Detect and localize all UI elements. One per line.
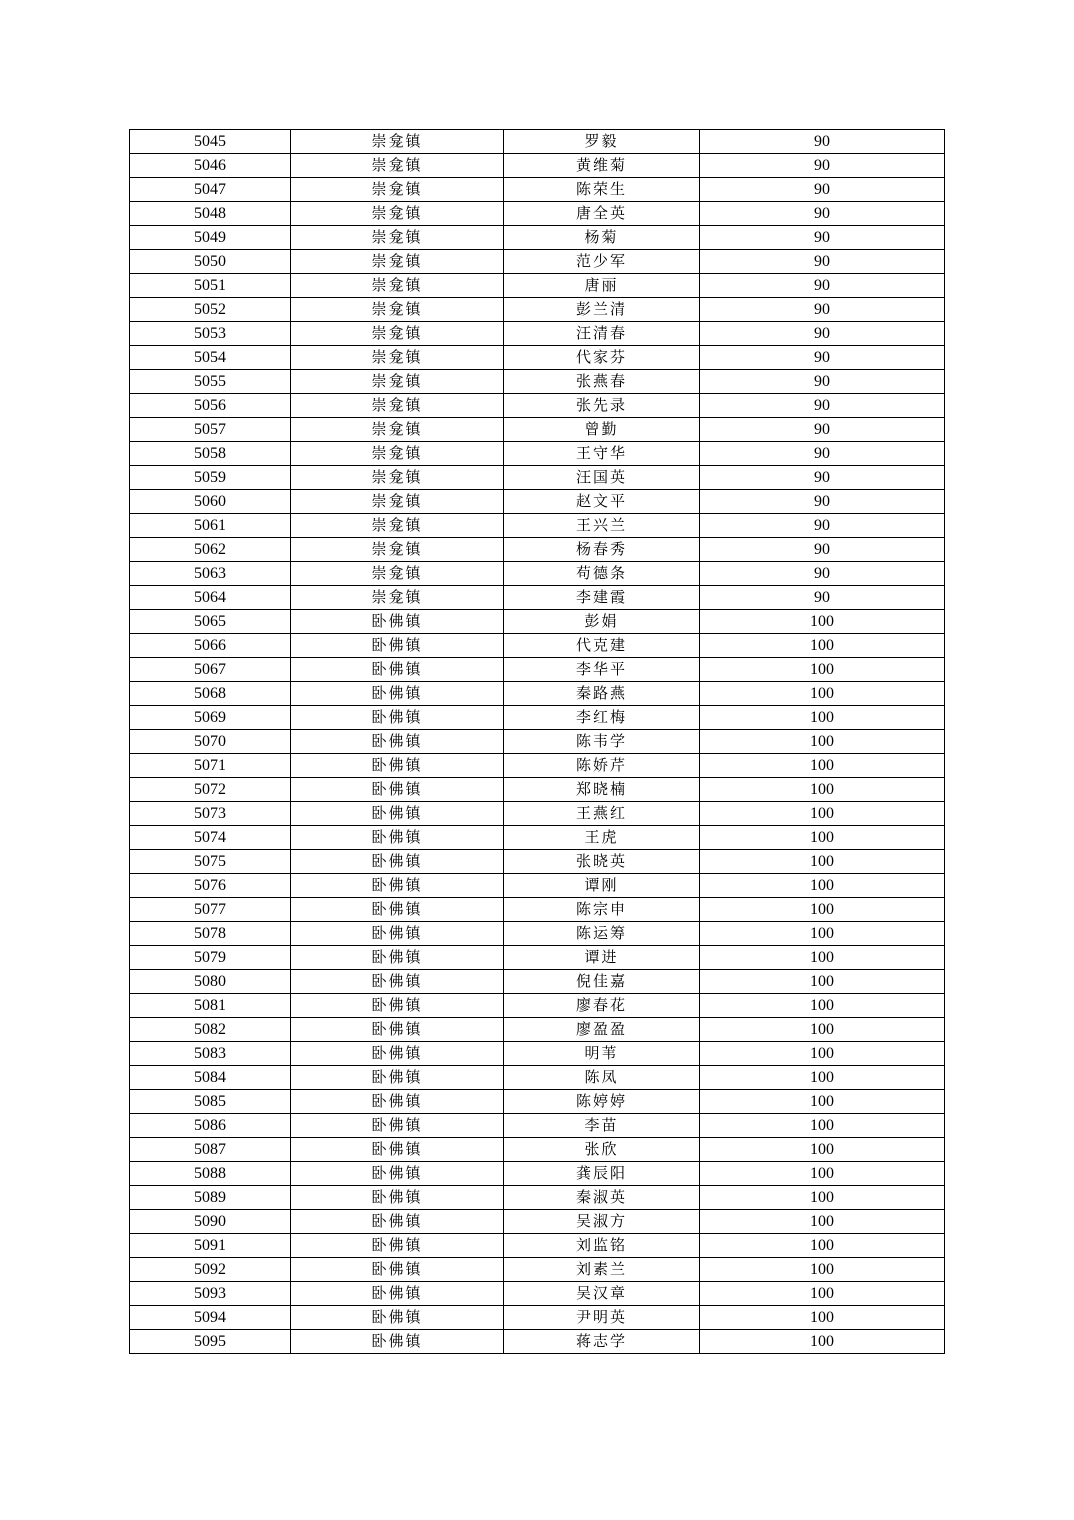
town-cell: 卧佛镇 (291, 1138, 504, 1162)
person-name-cell: 陈娇芹 (504, 754, 700, 778)
town-cell: 卧佛镇 (291, 826, 504, 850)
amount-cell: 90 (700, 250, 945, 274)
town-cell: 卧佛镇 (291, 730, 504, 754)
serial-number-cell: 5078 (130, 922, 291, 946)
serial-number-cell: 5056 (130, 394, 291, 418)
town-cell: 卧佛镇 (291, 1090, 504, 1114)
amount-cell: 90 (700, 586, 945, 610)
serial-number-cell: 5071 (130, 754, 291, 778)
town-cell: 卧佛镇 (291, 610, 504, 634)
town-cell: 卧佛镇 (291, 634, 504, 658)
table-row (130, 1258, 945, 1282)
person-name-cell: 王虎 (504, 826, 700, 850)
town-cell: 卧佛镇 (291, 1306, 504, 1330)
table-row (130, 1234, 945, 1258)
table-row (130, 562, 945, 586)
table-row (130, 586, 945, 610)
serial-number-cell: 5059 (130, 466, 291, 490)
table-row (130, 898, 945, 922)
table-row (130, 826, 945, 850)
amount-cell: 100 (700, 682, 945, 706)
table-row (130, 1042, 945, 1066)
person-name-cell: 陈宗申 (504, 898, 700, 922)
amount-cell: 100 (700, 1330, 945, 1354)
table-row (130, 1282, 945, 1306)
person-name-cell: 曾勤 (504, 418, 700, 442)
person-name-cell: 倪佳嘉 (504, 970, 700, 994)
serial-number-cell: 5062 (130, 538, 291, 562)
town-cell: 崇龛镇 (291, 322, 504, 346)
amount-cell: 90 (700, 346, 945, 370)
person-name-cell: 李华平 (504, 658, 700, 682)
amount-cell: 100 (700, 802, 945, 826)
amount-cell: 90 (700, 514, 945, 538)
amount-cell: 100 (700, 850, 945, 874)
table-row (130, 754, 945, 778)
person-name-cell: 彭娟 (504, 610, 700, 634)
table-row (130, 514, 945, 538)
serial-number-cell: 5095 (130, 1330, 291, 1354)
person-name-cell: 陈韦学 (504, 730, 700, 754)
person-name-cell: 杨菊 (504, 226, 700, 250)
table-row (130, 1186, 945, 1210)
person-name-cell: 唐全英 (504, 202, 700, 226)
amount-cell: 100 (700, 898, 945, 922)
amount-cell: 100 (700, 1042, 945, 1066)
amount-cell: 90 (700, 226, 945, 250)
person-name-cell: 赵文平 (504, 490, 700, 514)
town-cell: 崇龛镇 (291, 298, 504, 322)
serial-number-cell: 5075 (130, 850, 291, 874)
serial-number-cell: 5083 (130, 1042, 291, 1066)
serial-number-cell: 5058 (130, 442, 291, 466)
person-name-cell: 吴汉章 (504, 1282, 700, 1306)
town-cell: 卧佛镇 (291, 850, 504, 874)
person-name-cell: 苟德条 (504, 562, 700, 586)
serial-number-cell: 5052 (130, 298, 291, 322)
table-row (130, 682, 945, 706)
person-name-cell: 尹明英 (504, 1306, 700, 1330)
town-cell: 卧佛镇 (291, 1042, 504, 1066)
town-cell: 卧佛镇 (291, 898, 504, 922)
amount-cell: 90 (700, 562, 945, 586)
amount-cell: 100 (700, 970, 945, 994)
person-name-cell: 李建霞 (504, 586, 700, 610)
person-name-cell: 张先录 (504, 394, 700, 418)
person-name-cell: 张晓英 (504, 850, 700, 874)
amount-cell: 100 (700, 778, 945, 802)
person-name-cell: 范少军 (504, 250, 700, 274)
person-name-cell: 刘监铭 (504, 1234, 700, 1258)
amount-cell: 100 (700, 826, 945, 850)
amount-cell: 90 (700, 298, 945, 322)
person-name-cell: 廖盈盈 (504, 1018, 700, 1042)
person-name-cell: 谭刚 (504, 874, 700, 898)
table-row (130, 1018, 945, 1042)
person-name-cell: 王燕红 (504, 802, 700, 826)
person-name-cell: 廖春花 (504, 994, 700, 1018)
table-row (130, 658, 945, 682)
person-name-cell: 张燕春 (504, 370, 700, 394)
amount-cell: 100 (700, 754, 945, 778)
serial-number-cell: 5074 (130, 826, 291, 850)
amount-cell: 100 (700, 1282, 945, 1306)
table-row (130, 994, 945, 1018)
amount-cell: 100 (700, 1018, 945, 1042)
table-row (130, 706, 945, 730)
amount-cell: 100 (700, 874, 945, 898)
serial-number-cell: 5067 (130, 658, 291, 682)
table-row (130, 130, 945, 154)
table-row (130, 178, 945, 202)
table-row (130, 634, 945, 658)
serial-number-cell: 5093 (130, 1282, 291, 1306)
person-name-cell: 黄维菊 (504, 154, 700, 178)
person-name-cell: 郑晓楠 (504, 778, 700, 802)
amount-cell: 100 (700, 610, 945, 634)
serial-number-cell: 5081 (130, 994, 291, 1018)
table-row (130, 322, 945, 346)
town-cell: 卧佛镇 (291, 802, 504, 826)
person-name-cell: 王守华 (504, 442, 700, 466)
town-cell: 崇龛镇 (291, 514, 504, 538)
table-row (130, 538, 945, 562)
serial-number-cell: 5061 (130, 514, 291, 538)
amount-cell: 90 (700, 442, 945, 466)
serial-number-cell: 5085 (130, 1090, 291, 1114)
serial-number-cell: 5048 (130, 202, 291, 226)
serial-number-cell: 5050 (130, 250, 291, 274)
table-row (130, 298, 945, 322)
amount-cell: 100 (700, 1258, 945, 1282)
person-name-cell: 秦淑英 (504, 1186, 700, 1210)
town-cell: 卧佛镇 (291, 1162, 504, 1186)
serial-number-cell: 5047 (130, 178, 291, 202)
town-cell: 卧佛镇 (291, 1186, 504, 1210)
serial-number-cell: 5076 (130, 874, 291, 898)
table-row (130, 730, 945, 754)
person-name-cell: 王兴兰 (504, 514, 700, 538)
amount-cell: 90 (700, 202, 945, 226)
serial-number-cell: 5070 (130, 730, 291, 754)
table-row (130, 802, 945, 826)
serial-number-cell: 5049 (130, 226, 291, 250)
person-name-cell: 唐丽 (504, 274, 700, 298)
town-cell: 崇龛镇 (291, 226, 504, 250)
amount-cell: 90 (700, 322, 945, 346)
serial-number-cell: 5051 (130, 274, 291, 298)
town-cell: 卧佛镇 (291, 1330, 504, 1354)
table-row (130, 922, 945, 946)
amount-cell: 90 (700, 274, 945, 298)
roster-table (129, 129, 945, 1354)
amount-cell: 90 (700, 466, 945, 490)
amount-cell: 100 (700, 1210, 945, 1234)
amount-cell: 90 (700, 418, 945, 442)
serial-number-cell: 5087 (130, 1138, 291, 1162)
person-name-cell: 龚辰阳 (504, 1162, 700, 1186)
town-cell: 崇龛镇 (291, 370, 504, 394)
amount-cell: 100 (700, 994, 945, 1018)
amount-cell: 100 (700, 1138, 945, 1162)
town-cell: 卧佛镇 (291, 1114, 504, 1138)
serial-number-cell: 5077 (130, 898, 291, 922)
table-row (130, 874, 945, 898)
table-row (130, 442, 945, 466)
town-cell: 卧佛镇 (291, 970, 504, 994)
serial-number-cell: 5089 (130, 1186, 291, 1210)
amount-cell: 100 (700, 1066, 945, 1090)
amount-cell: 100 (700, 922, 945, 946)
amount-cell: 100 (700, 946, 945, 970)
table-row (130, 1210, 945, 1234)
person-name-cell: 李红梅 (504, 706, 700, 730)
serial-number-cell: 5090 (130, 1210, 291, 1234)
table-row (130, 946, 945, 970)
amount-cell: 90 (700, 394, 945, 418)
town-cell: 卧佛镇 (291, 946, 504, 970)
serial-number-cell: 5073 (130, 802, 291, 826)
person-name-cell: 陈荣生 (504, 178, 700, 202)
town-cell: 卧佛镇 (291, 706, 504, 730)
town-cell: 崇龛镇 (291, 394, 504, 418)
person-name-cell: 代克建 (504, 634, 700, 658)
table-row (130, 370, 945, 394)
serial-number-cell: 5086 (130, 1114, 291, 1138)
serial-number-cell: 5079 (130, 946, 291, 970)
serial-number-cell: 5057 (130, 418, 291, 442)
amount-cell: 100 (700, 706, 945, 730)
amount-cell: 90 (700, 130, 945, 154)
person-name-cell: 陈凤 (504, 1066, 700, 1090)
table-row (130, 1330, 945, 1354)
amount-cell: 90 (700, 538, 945, 562)
person-name-cell: 明苇 (504, 1042, 700, 1066)
town-cell: 卧佛镇 (291, 922, 504, 946)
serial-number-cell: 5046 (130, 154, 291, 178)
table-row (130, 202, 945, 226)
table-row (130, 1090, 945, 1114)
town-cell: 卧佛镇 (291, 874, 504, 898)
amount-cell: 100 (700, 1306, 945, 1330)
town-cell: 卧佛镇 (291, 1282, 504, 1306)
town-cell: 卧佛镇 (291, 1210, 504, 1234)
town-cell: 卧佛镇 (291, 754, 504, 778)
person-name-cell: 汪清春 (504, 322, 700, 346)
amount-cell: 90 (700, 370, 945, 394)
serial-number-cell: 5092 (130, 1258, 291, 1282)
person-name-cell: 彭兰清 (504, 298, 700, 322)
table-row (130, 418, 945, 442)
town-cell: 崇龛镇 (291, 346, 504, 370)
table-row (130, 274, 945, 298)
roster-table-body (130, 130, 945, 1354)
table-row (130, 1114, 945, 1138)
town-cell: 崇龛镇 (291, 202, 504, 226)
table-row (130, 1306, 945, 1330)
serial-number-cell: 5053 (130, 322, 291, 346)
amount-cell: 90 (700, 178, 945, 202)
amount-cell: 100 (700, 1234, 945, 1258)
amount-cell: 100 (700, 1162, 945, 1186)
town-cell: 崇龛镇 (291, 154, 504, 178)
person-name-cell: 蒋志学 (504, 1330, 700, 1354)
amount-cell: 90 (700, 154, 945, 178)
town-cell: 崇龛镇 (291, 130, 504, 154)
serial-number-cell: 5066 (130, 634, 291, 658)
amount-cell: 90 (700, 490, 945, 514)
serial-number-cell: 5069 (130, 706, 291, 730)
town-cell: 卧佛镇 (291, 1258, 504, 1282)
serial-number-cell: 5065 (130, 610, 291, 634)
table-row (130, 778, 945, 802)
person-name-cell: 吴淑方 (504, 1210, 700, 1234)
table-row (130, 226, 945, 250)
table-row (130, 466, 945, 490)
amount-cell: 100 (700, 1114, 945, 1138)
table-row (130, 250, 945, 274)
town-cell: 卧佛镇 (291, 1234, 504, 1258)
serial-number-cell: 5045 (130, 130, 291, 154)
town-cell: 崇龛镇 (291, 538, 504, 562)
town-cell: 卧佛镇 (291, 1066, 504, 1090)
person-name-cell: 张欣 (504, 1138, 700, 1162)
town-cell: 崇龛镇 (291, 586, 504, 610)
serial-number-cell: 5068 (130, 682, 291, 706)
table-row (130, 970, 945, 994)
person-name-cell: 罗毅 (504, 130, 700, 154)
amount-cell: 100 (700, 1090, 945, 1114)
town-cell: 崇龛镇 (291, 442, 504, 466)
person-name-cell: 陈运筹 (504, 922, 700, 946)
town-cell: 崇龛镇 (291, 274, 504, 298)
table-row (130, 610, 945, 634)
town-cell: 崇龛镇 (291, 250, 504, 274)
amount-cell: 100 (700, 634, 945, 658)
town-cell: 崇龛镇 (291, 490, 504, 514)
table-row (130, 394, 945, 418)
person-name-cell: 谭进 (504, 946, 700, 970)
amount-cell: 100 (700, 730, 945, 754)
town-cell: 崇龛镇 (291, 466, 504, 490)
town-cell: 卧佛镇 (291, 994, 504, 1018)
amount-cell: 100 (700, 1186, 945, 1210)
serial-number-cell: 5054 (130, 346, 291, 370)
person-name-cell: 代家芬 (504, 346, 700, 370)
table-row (130, 346, 945, 370)
person-name-cell: 秦路燕 (504, 682, 700, 706)
serial-number-cell: 5063 (130, 562, 291, 586)
amount-cell: 100 (700, 658, 945, 682)
person-name-cell: 陈婷婷 (504, 1090, 700, 1114)
serial-number-cell: 5088 (130, 1162, 291, 1186)
serial-number-cell: 5094 (130, 1306, 291, 1330)
serial-number-cell: 5091 (130, 1234, 291, 1258)
serial-number-cell: 5055 (130, 370, 291, 394)
serial-number-cell: 5084 (130, 1066, 291, 1090)
serial-number-cell: 5060 (130, 490, 291, 514)
serial-number-cell: 5072 (130, 778, 291, 802)
town-cell: 崇龛镇 (291, 178, 504, 202)
town-cell: 崇龛镇 (291, 418, 504, 442)
town-cell: 卧佛镇 (291, 778, 504, 802)
serial-number-cell: 5080 (130, 970, 291, 994)
table-row (130, 1162, 945, 1186)
serial-number-cell: 5082 (130, 1018, 291, 1042)
person-name-cell: 杨春秀 (504, 538, 700, 562)
table-row (130, 490, 945, 514)
person-name-cell: 李苗 (504, 1114, 700, 1138)
town-cell: 卧佛镇 (291, 1018, 504, 1042)
serial-number-cell: 5064 (130, 586, 291, 610)
table-row (130, 1066, 945, 1090)
table-row (130, 1138, 945, 1162)
person-name-cell: 汪国英 (504, 466, 700, 490)
table-row (130, 154, 945, 178)
town-cell: 卧佛镇 (291, 658, 504, 682)
person-name-cell: 刘素兰 (504, 1258, 700, 1282)
town-cell: 卧佛镇 (291, 682, 504, 706)
town-cell: 崇龛镇 (291, 562, 504, 586)
table-row (130, 850, 945, 874)
